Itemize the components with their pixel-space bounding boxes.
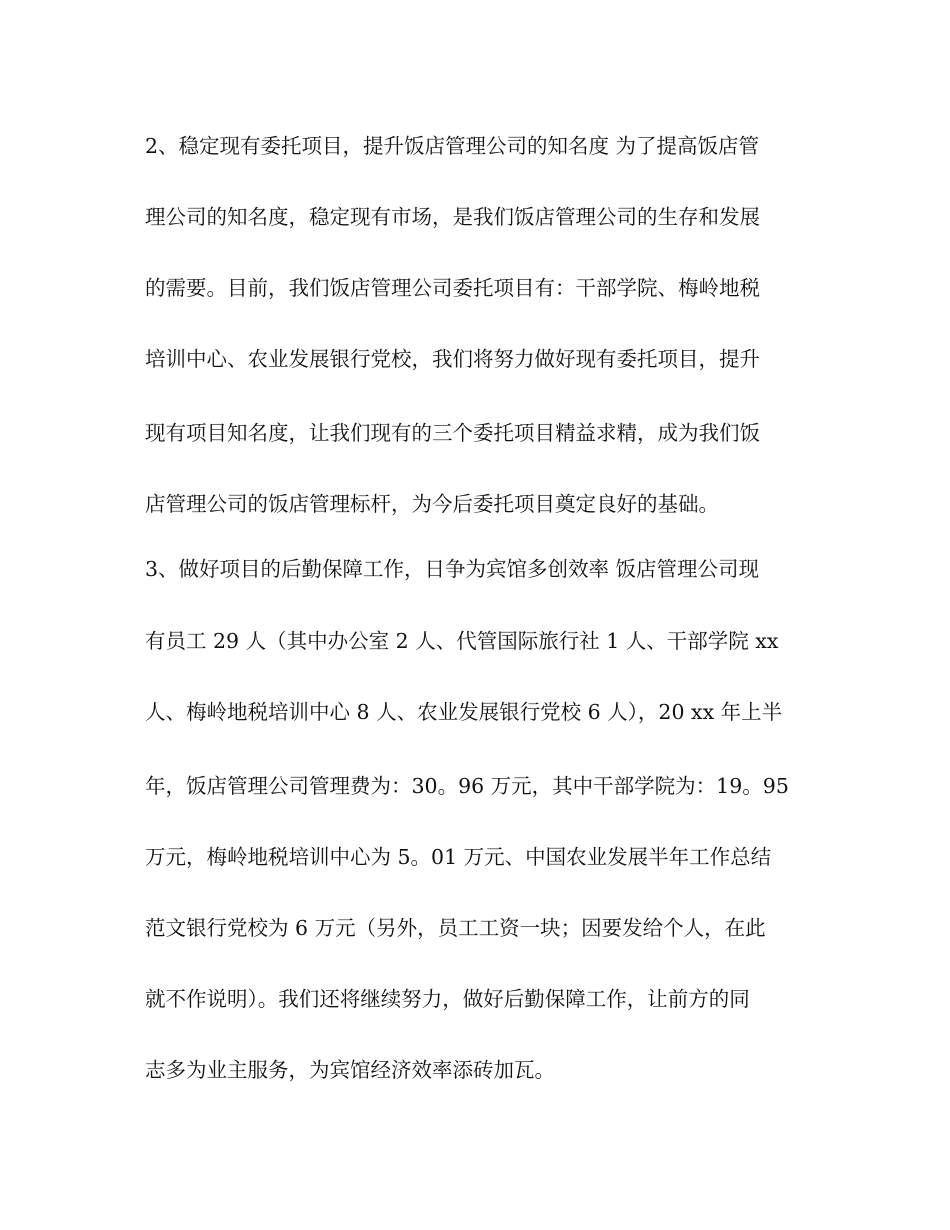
paragraph-line: 志多为业主服务，为宾馆经济效率添砖加瓦。 [145,1058,555,1082]
paragraph-line: 理公司的知名度，稳定现有市场，是我们饭店管理公司的生存和发展 [145,205,760,229]
paragraph-line: 范文银行党校为 6 万元（另外，员工工资一块；因要发给个人，在此 [145,916,766,940]
paragraph-line: 2、稳定现有委托项目，提升饭店管理公司的知名度 为了提高饭店管 [145,134,760,158]
paragraph-line: 年，饭店管理公司管理费为：30。96 万元，其中干部学院为：19。95 [145,774,789,798]
paragraph-line: 万元，梅岭地税培训中心为 5。01 万元、中国农业发展半年工作总结 [145,845,772,869]
paragraph-line: 培训中心、农业发展银行党校，我们将努力做好现有委托项目，提升 [145,347,760,371]
paragraph-line: 人、梅岭地税培训中心 8 人、农业发展银行党校 6 人），20 xx 年上半 [145,700,783,724]
paragraph-line: 有员工 29 人（其中办公室 2 人、代管国际旅行社 1 人、干部学院 xx [145,629,779,653]
paragraph-line: 3、做好项目的后勤保障工作，日争为宾馆多创效率 饭店管理公司现 [145,557,760,581]
paragraph-line: 店管理公司的饭店管理标杆，为今后委托项目奠定良好的基础。 [145,492,719,516]
paragraph-line: 的需要。目前，我们饭店管理公司委托项目有：干部学院、梅岭地税 [145,276,760,300]
paragraph-line: 现有项目知名度，让我们现有的三个委托项目精益求精，成为我们饭 [145,421,760,445]
paragraph-line: 就不作说明）。我们还将继续努力，做好后勤保障工作，让前方的同 [145,987,750,1011]
